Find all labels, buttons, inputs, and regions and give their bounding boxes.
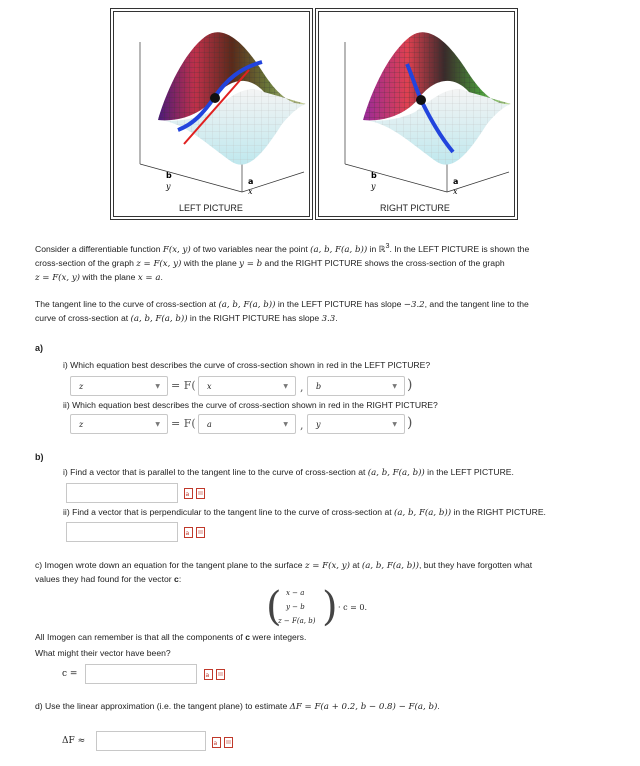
part-c-line-4: What might their vector have been?: [35, 648, 171, 658]
right-picture-frame: [315, 8, 518, 220]
help-icon[interactable]: [196, 527, 205, 538]
right-axis-x: x: [453, 187, 458, 196]
left-axis-a: a: [248, 177, 254, 186]
a1-select-arg1[interactable]: x ▼: [198, 376, 296, 396]
a2-select-arg1[interactable]: a ▼: [198, 414, 296, 434]
chevron-down-icon: ▼: [283, 421, 288, 428]
left-picture-caption: LEFT PICTURE: [179, 203, 243, 213]
right-surface-plot: [319, 12, 516, 204]
preview-icon[interactable]: [204, 669, 213, 680]
a1-equals-F: = F(: [171, 379, 196, 392]
a1-select-arg2[interactable]: b ▼: [307, 376, 405, 396]
preview-icon[interactable]: [184, 488, 193, 499]
part-b-q1: i) Find a vector that is parallel to the tangent line to the curve of cross-section at (a, b, F(a, b)) in the LEFT PICTURE.: [63, 467, 514, 478]
part-a-q2: ii) Which equation best describes the curve of cross-section shown in red in the RIGHT PICTURE?: [63, 400, 438, 410]
c-vector-label: c =: [62, 669, 78, 679]
intro-line-1: Consider a differentiable function F(x, y) of two variables near the point (a, b, F(a, b)) in ℝ$^3$. In the LEFT PICTURE is shown the: [35, 242, 530, 255]
left-picture-inner: [113, 11, 310, 217]
left-surface-plot: [114, 12, 311, 204]
preview-icon[interactable]: [184, 527, 193, 538]
chevron-down-icon: ▼: [155, 383, 160, 390]
svg-text:a: a: [185, 491, 190, 498]
chevron-down-icon: ▼: [155, 421, 160, 428]
left-axis-b: b: [166, 171, 172, 180]
intro-line-2: cross-section of the graph z = F(x, y) with the plane y = b and the RIGHT PICTURE shows the cross-section of the graph: [35, 257, 505, 269]
slopes-line-1: The tangent line to the curve of cross-section at (a, b, F(a, b)) in the LEFT PICTURE has slope −3.2, and the tangent line to the: [35, 299, 529, 310]
right-picture-inner: [318, 11, 515, 217]
a2-close-paren: ): [407, 415, 413, 431]
part-d-line: d) Use the linear approximation (i.e. the tangent plane) to estimate ΔF = F(a + 0.2, b − 0.8) − F(a, b).: [35, 701, 440, 712]
a1-select-lhs[interactable]: z ▼: [70, 376, 168, 396]
svg-text:a: a: [205, 672, 210, 679]
b2-answer-input[interactable]: [66, 522, 178, 542]
delta-f-answer-input[interactable]: [96, 731, 206, 751]
right-axis-a: a: [453, 177, 459, 186]
vector-left-paren: (: [266, 584, 282, 630]
chevron-down-icon: ▼: [392, 383, 397, 390]
left-axis-x: x: [248, 187, 253, 196]
c-answer-input[interactable]: [85, 664, 197, 684]
left-picture-frame: [110, 8, 313, 220]
delta-f-label: ΔF ≈: [62, 736, 86, 746]
part-c-line-3: All Imogen can remember is that all the components of c were integers.: [35, 632, 307, 642]
part-a-q1: i) Which equation best describes the curve of cross-section shown in red in the LEFT PICTURE?: [63, 360, 431, 370]
chevron-down-icon: ▼: [392, 421, 397, 428]
vector-equation: [266, 585, 376, 631]
part-c-line-2: values they had found for the vector c:: [35, 574, 182, 584]
a2-comma: ,: [300, 419, 304, 432]
svg-text:a: a: [213, 740, 218, 747]
vector-row-1: x − a: [286, 589, 305, 597]
help-icon[interactable]: [224, 737, 233, 748]
b1-answer-input[interactable]: [66, 483, 178, 503]
slopes-line-2: curve of cross-section at (a, b, F(a, b)) in the RIGHT PICTURE has slope 3.3.: [35, 313, 338, 324]
part-a-label: a): [35, 343, 44, 353]
left-axis-y: y: [166, 182, 171, 191]
vector-dot-c-equals-zero: · c = 0.: [338, 603, 367, 612]
a1-comma: ,: [300, 381, 304, 394]
part-b-label: b): [35, 452, 44, 462]
intro-line-3: z = F(x, y) with the plane x = a.: [35, 271, 163, 283]
a2-select-lhs[interactable]: z ▼: [70, 414, 168, 434]
part-c-line-1: c) Imogen wrote down an equation for the tangent plane to the surface z = F(x, y) at (a, b, F(a, b)), but they have forgotten what: [35, 560, 533, 571]
vector-row-3: z − F(a, b): [278, 617, 316, 625]
help-icon[interactable]: [196, 488, 205, 499]
right-axis-y: y: [371, 182, 376, 191]
right-axis-b: b: [371, 171, 377, 180]
a1-close-paren: ): [407, 377, 413, 393]
right-picture-caption: RIGHT PICTURE: [380, 203, 450, 213]
chevron-down-icon: ▼: [283, 383, 288, 390]
vector-right-paren: ): [322, 584, 338, 630]
intro-paragraph: [35, 240, 595, 285]
slopes-paragraph: [35, 298, 595, 326]
vector-row-2: y − b: [286, 603, 305, 611]
svg-text:a: a: [185, 530, 190, 537]
a2-select-arg2[interactable]: y ▼: [307, 414, 405, 434]
help-icon[interactable]: [216, 669, 225, 680]
preview-icon[interactable]: [212, 737, 221, 748]
part-b-q2: ii) Find a vector that is perpendicular to the tangent line to the curve of cross-section at (a, b, F(a, b)) in the RIGHT PICTURE.: [63, 507, 546, 518]
a2-equals-F: = F(: [171, 417, 196, 430]
